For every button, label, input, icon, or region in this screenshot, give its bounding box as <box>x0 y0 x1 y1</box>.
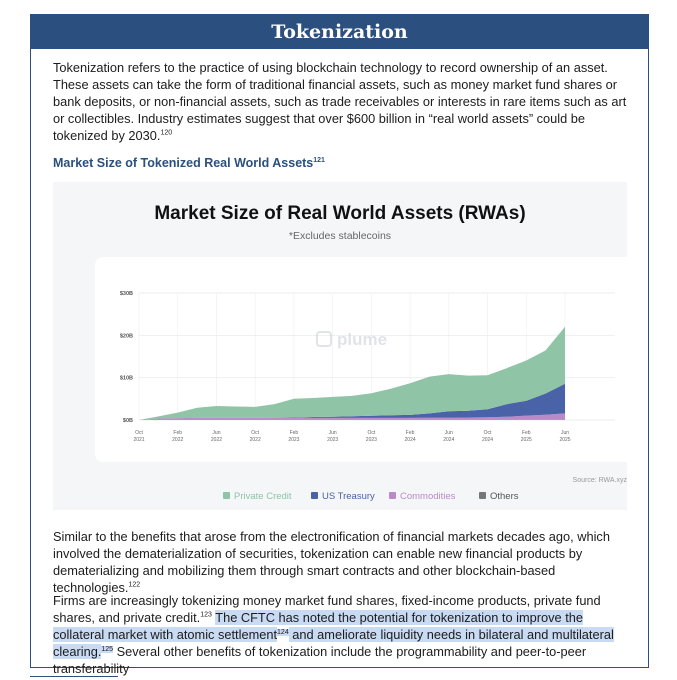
watermark-text: plume <box>337 330 388 349</box>
x-tick-label: 2024 <box>481 437 494 443</box>
chart-legend <box>223 491 519 502</box>
footnote-ref[interactable]: 125 <box>101 645 114 653</box>
x-tick-label: Oct <box>367 430 376 436</box>
footnote-ref[interactable]: 123 <box>200 611 212 619</box>
legend-label: US Treasury <box>322 491 375 502</box>
chart-subtitle: *Excludes stablecoins <box>288 230 392 242</box>
intro-text: Tokenization refers to the practice of using blockchain technology to record ownership of an asset. These assets can take the form of traditional financial assets, such as money market fund shares or bank deposits, or non-financial assets, such as trade receivables or interests in rare items such as art or collectibles. Industry estimates suggest that over $600 billion in “real world assets” could be tokenized by 2030. <box>53 60 627 143</box>
x-tick-label: 2024 <box>404 437 416 443</box>
x-tick-label: Feb <box>405 430 415 436</box>
x-tick-label: Jun <box>444 430 453 436</box>
y-tick-label: $20B <box>119 333 133 340</box>
x-tick-label: Feb <box>521 430 531 436</box>
x-tick-label: Feb <box>173 430 183 436</box>
x-tick-label: Jun <box>560 430 570 436</box>
highlighted-text: and ameliorate liquidity needs in bilateral and multilateral clearing. <box>53 627 614 659</box>
legend-item-others <box>479 491 519 502</box>
legend-swatch <box>311 492 318 499</box>
x-tick-label: 2023 <box>327 437 339 443</box>
paragraph-3 <box>53 592 633 677</box>
intro-paragraph <box>53 59 633 144</box>
footnote-ref[interactable]: 120 <box>160 129 173 137</box>
paragraph-2 <box>53 528 633 596</box>
footnote-divider <box>30 676 118 677</box>
x-tick-label: Oct <box>483 430 492 436</box>
x-tick-label: 2023 <box>288 437 300 443</box>
paragraph-2-text: Similar to the benefits that arose from the electronification of financial markets decades ago, which involved the dematerialization of securities, tokenization can enable new financial products by dematerializing and mobilizing them through smart contracts and other blockchain-based technologies. <box>53 529 610 595</box>
x-tick-label: 2025 <box>559 437 571 443</box>
rwa-area-chart <box>53 182 627 510</box>
highlighted-text: The CFTC has noted the potential for tokenization to improve the collateral market with atomic settlement <box>53 610 584 642</box>
x-tick-label: Oct <box>135 430 143 436</box>
x-tick-label: 2024 <box>443 437 455 443</box>
legend-label: Private Credit <box>234 491 292 502</box>
y-tick-label: $30B <box>119 291 133 297</box>
legend-label: Others <box>490 491 519 502</box>
legend-swatch <box>223 492 230 499</box>
chart-source: Source: RWA.xyz <box>572 477 627 484</box>
chart-panel <box>53 182 627 510</box>
paragraph-3-text: Firms are increasingly tokenizing money market fund shares, fixed-income products, private fund shares, and private credit. <box>53 593 601 625</box>
y-tick-label: $0B <box>122 418 133 424</box>
x-tick-label: 2022 <box>172 437 184 443</box>
x-tick-label: 2025 <box>520 437 532 443</box>
x-tick-label: Jun <box>328 430 337 436</box>
section-frame <box>30 14 649 676</box>
footnote-ref[interactable]: 121 <box>313 156 325 164</box>
x-tick-label: 2022 <box>210 437 223 443</box>
x-tick-label: Feb <box>289 430 299 436</box>
legend-swatch <box>479 492 486 499</box>
x-tick-label: 2023 <box>365 437 377 443</box>
x-tick-label: 2021 <box>133 437 145 443</box>
chart-title: Market Size of Real World Assets (RWAs) <box>154 203 526 224</box>
footnote-ref[interactable]: 124 <box>277 628 289 636</box>
legend-swatch <box>389 492 396 499</box>
legend-item-commodities <box>389 491 456 502</box>
x-tick-label: 2022 <box>249 437 261 443</box>
section-title: Tokenization <box>31 15 648 49</box>
footnote-ref[interactable]: 122 <box>128 581 141 589</box>
legend-item-us-treasury <box>311 491 375 502</box>
y-tick-label: $10B <box>119 375 133 382</box>
figure-heading-text: Market Size of Tokenized Real World Assets <box>53 156 314 170</box>
x-tick-label: Oct <box>251 430 260 436</box>
legend-item-private-credit <box>223 491 292 502</box>
paragraph-3-continued: Several other benefits of tokenization include the programmability and peer-to-peer transferability <box>53 644 587 676</box>
x-tick-label: Jun <box>212 430 221 436</box>
legend-label: Commodities <box>400 491 456 502</box>
figure-heading <box>53 156 325 170</box>
